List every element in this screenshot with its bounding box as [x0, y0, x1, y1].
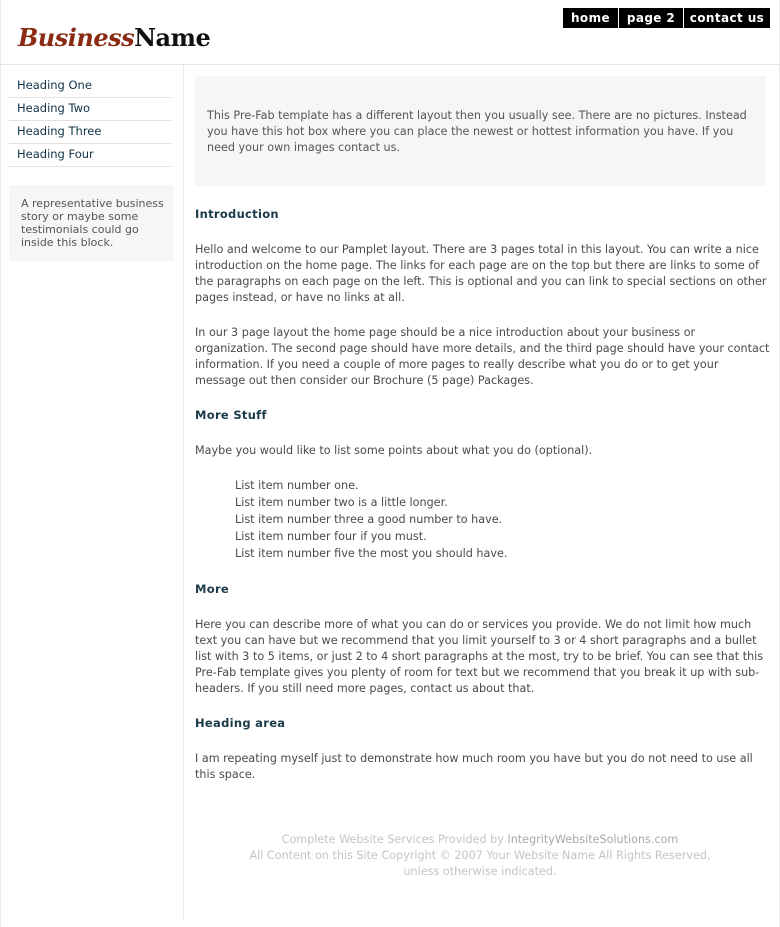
footer-credits-link[interactable]: IntegrityWebsiteSolutions.com	[507, 833, 679, 846]
heading-area-paragraph: I am repeating myself just to demonstrate how much room you have but you do not need to use all this space.	[195, 752, 753, 781]
list-item: List item number three a good number to have.	[235, 513, 503, 526]
footer-copyright-note: unless otherwise indicated.	[403, 865, 557, 878]
list-item: List item number two is a little longer.	[235, 496, 448, 509]
section-title-more-stuff: More Stuff	[195, 408, 267, 422]
sidebar-item-heading-one[interactable]: Heading One	[9, 75, 171, 98]
page-footer	[195, 832, 765, 880]
hot-box: This Pre-Fab template has a different layout then you usually see. There are no pictures. Instead you have this hot box where you can place the newest or hottest information you have. If you need your own images contact us.	[195, 76, 766, 186]
points-list	[235, 477, 507, 562]
sidebar-item-heading-four[interactable]: Heading Four	[9, 144, 171, 167]
logo-part-name: Name	[134, 23, 211, 52]
sidebar-item-heading-two[interactable]: Heading Two	[9, 98, 171, 121]
main-content	[195, 76, 767, 186]
section-title-introduction: Introduction	[195, 207, 279, 221]
page-left-border	[0, 0, 1, 927]
intro-paragraph-1: Hello and welcome to our Pamplet layout. There are 3 pages total in this layout. You can write a nice introduction on the home page. The links for each page are on the top but there are links to some of the paragraphs on each page on the left. This is optional and you can link to special sections on other pages instead, or have no links at all.	[195, 243, 767, 304]
footer-credits-line	[195, 832, 765, 848]
header-divider	[0, 64, 780, 65]
sidebar	[9, 75, 171, 167]
footer-copyright: All Content on this Site Copyright © 2007 Your Website Name All Rights Reserved,	[249, 849, 711, 862]
nav-page2-link[interactable]: page 2	[619, 8, 684, 28]
footer-credits-text: Complete Website Services Provided by	[281, 833, 508, 846]
logo-part-business: Business	[18, 23, 135, 52]
list-item: List item number five the most you should have.	[235, 547, 508, 560]
sidebar-nav-list	[9, 75, 171, 167]
site-logo[interactable]	[18, 22, 210, 54]
more-stuff-paragraph: Maybe you would like to list some points about what you do (optional).	[195, 444, 593, 457]
list-item: List item number four if you must.	[235, 530, 427, 543]
column-divider	[183, 65, 184, 920]
nav-home-link[interactable]: home	[563, 8, 619, 28]
nav-contact-link[interactable]: contact us	[684, 8, 770, 28]
sidebar-item-heading-three[interactable]: Heading Three	[9, 121, 171, 144]
list-item: List item number one.	[235, 479, 359, 492]
more-paragraph: Here you can describe more of what you can do or services you provide. We do not limit how much text you can have but we recommend that you limit yourself to 3 or 4 short paragraphs and a bullet list with 3 to 5 items, or just 2 to 4 short paragraphs at the most, try to be brief. You can see that this Pre-Fab template gives you plenty of room for text but we recommend that you break it up with sub-headers. If you still need more pages, contact us about that.	[195, 618, 764, 695]
section-title-heading-area: Heading area	[195, 716, 286, 730]
section-title-more: More	[195, 582, 230, 596]
sidebar-story-box: A representative business story or maybe some testimonials could go inside this block.	[9, 185, 174, 261]
top-navigation	[563, 8, 770, 28]
intro-paragraph-2: In our 3 page layout the home page should be a nice introduction about your business or organization. The second page should have more details, and the third page should have your contact information. If you need a couple of more pages to really describe what you do or to get your message out then consider our Brochure (5 page) Packages.	[195, 326, 770, 387]
